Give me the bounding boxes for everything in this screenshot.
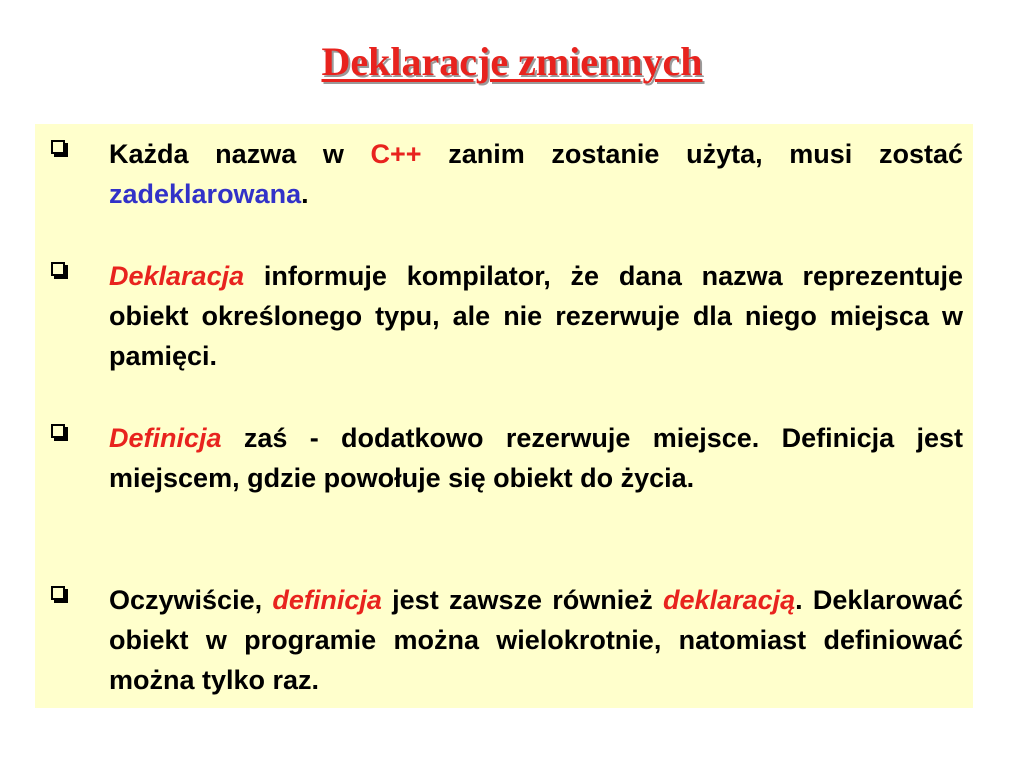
bullet-text-segment: Każda nazwa w (109, 139, 371, 169)
bullet-text (109, 134, 963, 214)
checkbox-square-icon (51, 140, 65, 154)
highlight-term: Deklaracja (109, 261, 245, 291)
highlight-term: deklaracją (663, 585, 796, 615)
checkbox-square-icon (51, 424, 65, 438)
highlight-term: Definicja (109, 423, 222, 453)
bullet-text-segment: . (301, 179, 309, 209)
bullet-text-segment: jest zawsze również (381, 585, 664, 615)
checkbox-square-icon (51, 262, 65, 276)
content-box (35, 124, 973, 708)
slide-title: Deklaracje zmiennych (321, 39, 703, 84)
bullet-text-segment: zanim zostanie użyta, musi zostać (421, 139, 963, 169)
highlight-term: zadeklarowana (109, 179, 302, 209)
bullet-text (109, 580, 963, 700)
cpp-keyword: C++ (370, 139, 422, 169)
bullet-text (109, 418, 963, 498)
bullet-text-segment: . Deklarować obiekt w programie można wielokrotnie, natomiast definiować można tylko raz. (109, 585, 964, 695)
checkbox-square-icon (51, 586, 65, 600)
highlight-term: definicja (272, 585, 382, 615)
bullet-text (109, 256, 963, 376)
bullet-text-segment: informuje kompilator, że dana nazwa reprezentuje obiekt określonego typu, ale nie rezerwuje dla niego miejsca w pamięci. (109, 261, 963, 371)
bullet-text-segment: Oczywiście, (109, 585, 273, 615)
bullet-text-segment: zaś - dodatkowo rezerwuje miejsce. Definicja jest miejscem, gdzie powołuje się obiekt do życia. (109, 423, 963, 493)
